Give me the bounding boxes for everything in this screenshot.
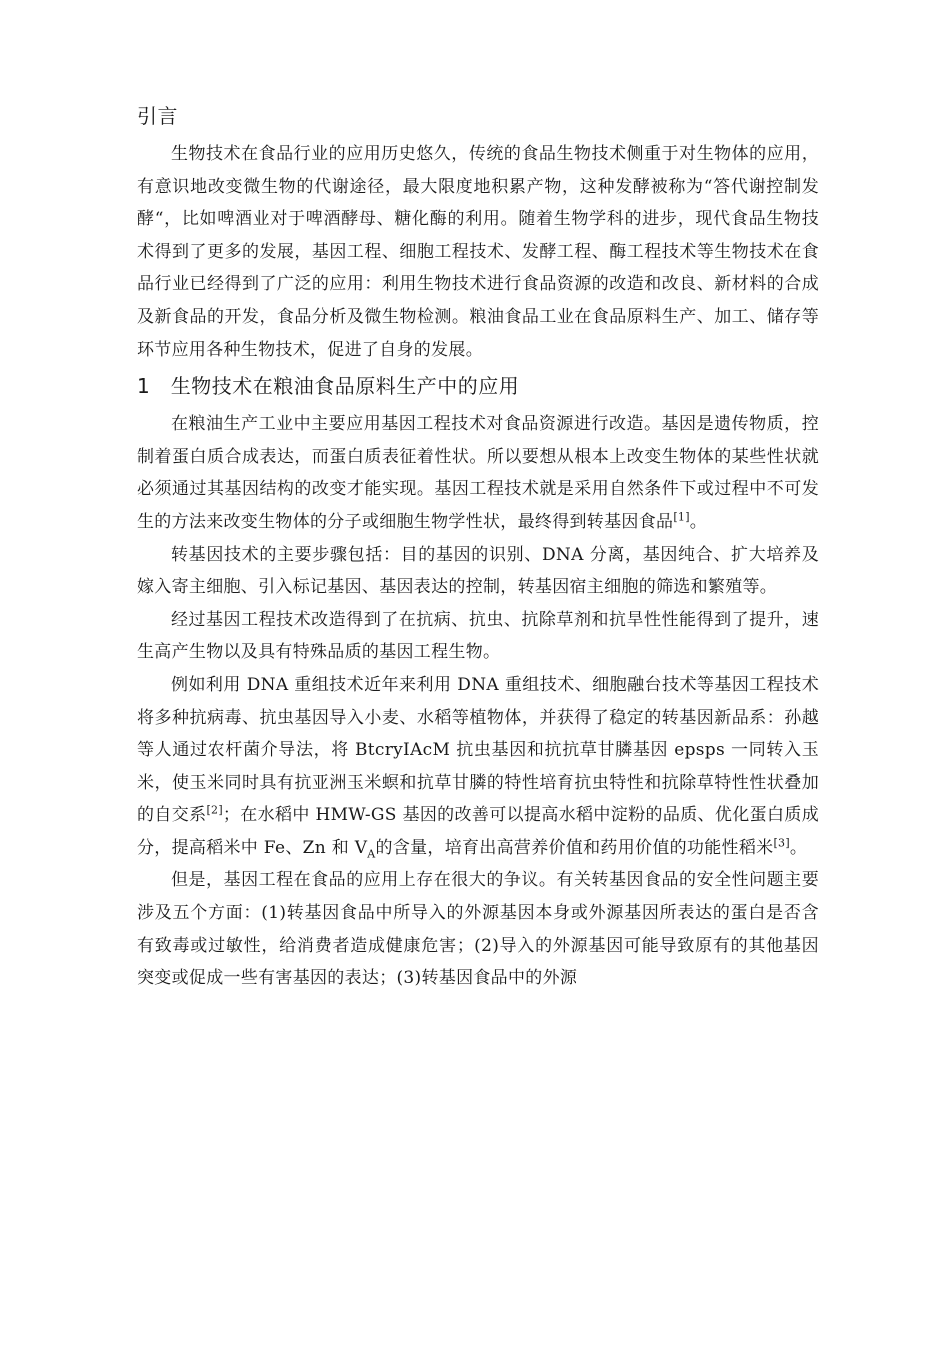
subscript-a: A: [367, 847, 376, 861]
paragraph-end: 。: [689, 511, 708, 532]
citation-ref-1: [1]: [673, 510, 690, 524]
section-1-paragraph-1: [137, 408, 819, 538]
paragraph-text-a: 例如利用 DNA 重组技术近年来利用 DNA 重组技术、细胞融台技术等基因工程技术将多种抗病毒、抗虫基因导入小麦、水稻等植物体，并获得了稳定的转基因新品系：孙越等人通过农杆菌介导法，将 BtcryIAcM 抗虫基因和抗抗草甘膦基因 epsps 一同转入玉米，使玉米同时具有抗亚洲玉米螟和抗草甘膦的特性培育抗虫特性和抗除草特性性状叠加的自交系: [137, 674, 819, 826]
intro-paragraph: 生物技术在食品行业的应用历史悠久，传统的食品生物技术侧重于对生物体的应用，有意识地改变微生物的代谢途径，最大限度地积累产物，这种发酵被称为“答代谢控制发酵“，比如啤酒业对于啤酒酵母、糖化酶的利用。随着生物学科的进步，现代食品生物技术得到了更多的发展，基因工程、细胞工程技术、发酵工程、酶工程技术等生物技术在食品行业已经得到了广泛的应用：利用生物技术进行食品资源的改造和改良、新材料的合成及新食品的开发，食品分析及微生物检测。粮油食品工业在食品原料生产、加工、储存等环节应用各种生物技术，促进了自身的发展。: [137, 144, 819, 360]
paragraph-end: 。: [789, 837, 808, 858]
section-1-paragraph-3: 经过基因工程技术改造得到了在抗病、抗虫、抗除草剂和抗旱性性能得到了提升，速生高产生物以及具有特殊品质的基因工程生物。: [137, 609, 819, 663]
section-1-heading: 1 生物技术在粮油食品原料生产中的应用: [137, 374, 520, 399]
section-1-paragraph-4: [137, 669, 819, 865]
intro-heading: 引言: [137, 104, 178, 128]
paragraph-text-b: ；在水稻中 HMW-GS 基因的改善可以提高水稻中淀粉的品质、优化蛋白质成分，提高稻米中 Fe、Zn 和 V: [137, 805, 819, 858]
document-page: [137, 100, 819, 995]
section-1-paragraph-2: 转基因技术的主要步骤包括：目的基因的识别、DNA 分离，基因纯合、扩大培养及嫁入寄主细胞、引入标记基因、基因表达的控制，转基因宿主细胞的筛选和繁殖等。: [137, 544, 819, 598]
paragraph-text-c: 的含量，培育出高营养价值和药用价值的功能性稻米: [375, 837, 774, 858]
citation-ref-3: [3]: [773, 836, 790, 850]
citation-ref-2: [2]: [206, 803, 223, 817]
paragraph-text: 在粮油生产工业中主要应用基因工程技术对食品资源进行改造。基因是遗传物质，控制着蛋白质合成表达，而蛋白质表征着性状。所以要想从根本上改变生物体的某些性状就必须通过其基因结构的改变才能实现。基因工程技术就是采用自然条件下或过程中不可发生的方法来改变生物体的分子或细胞生物学性状，最终得到转基因食品: [137, 414, 819, 532]
section-1-paragraph-5: 但是，基因工程在食品的应用上存在很大的争议。有关转基因食品的安全性问题主要涉及五个方面：(1)转基因食品中所导入的外源基因本身或外源基因所表达的蛋白是否含有致毒或过敏性，给消费者造成健康危害；(2)导入的外源基因可能导致原有的其他基因突变或促成一些有害基因的表达；(3)转基因食品中的外源: [137, 870, 819, 989]
